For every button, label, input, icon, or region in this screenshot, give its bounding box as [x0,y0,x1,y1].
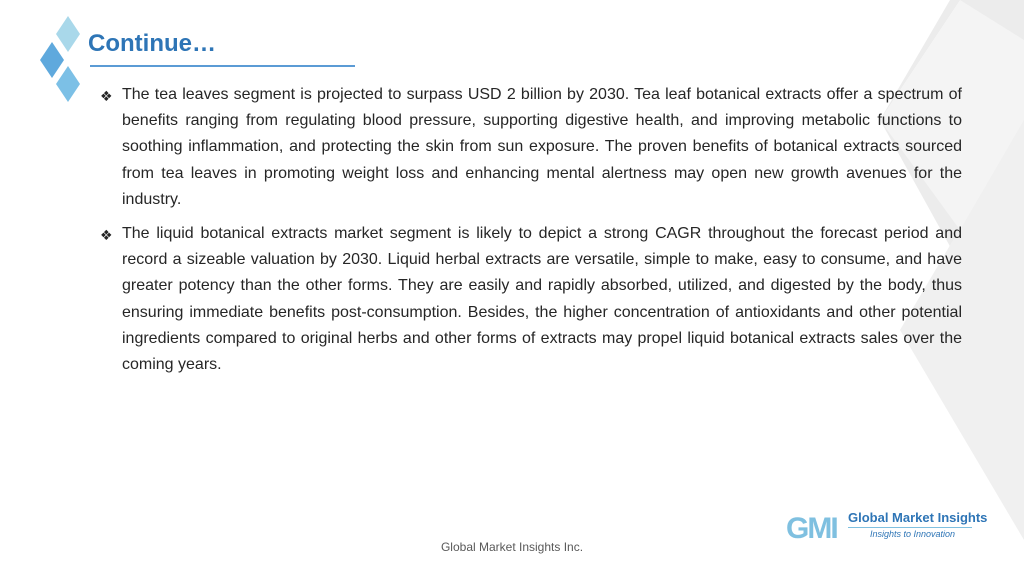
slide-content [100,82,962,386]
logo-name: Global Market Insights [848,510,988,525]
logo-divider [848,527,972,528]
diamond-bullet-icon: ❖ [100,88,113,104]
bullet-item [100,221,962,378]
diamond-bullet-icon: ❖ [100,227,113,244]
bullet-text: The liquid botanical extracts market segment is likely to depict a strong CAGR throughout the forecast period and record a sizeable valuation by 2030. Liquid herbal extracts are versatile, simple to make, easy to consume, and have greater potency than the other forms. They are easily and rapidly absorbed, utilized, and digested by the body, thus ensuring immediate benefits post-consumption. Besides, the higher concentration of antioxidants and other potential ingredients compared to original herbs and other forms of extracts may propel liquid botanical extracts sales over the coming years. [122,225,962,374]
bullet-item [100,82,962,213]
logo-tagline: Insights to Innovation [870,529,956,539]
gmi-logo-mark-icon [786,510,844,544]
diamond-cluster-icon [38,14,98,114]
footer-text: Global Market Insights Inc. [440,540,584,554]
svg-text:GMI: GMI [786,512,837,544]
title-underline [90,65,355,67]
slide-title: Continue… [88,30,216,57]
bullet-text: The tea leaves segment is projected to surpass USD 2 billion by 2030. Tea leaf botanical extracts offer a spectrum of benefits ranging from regulating blood pressure, supporting digestive health, and improving metabolic functions to soothing inflammation, and protecting the skin from sun exposure. The proven benefits of botanical extracts sourced from tea leaves in promoting weight loss and enhancing mental alertness may open new growth avenues for the industry. [122,86,962,208]
